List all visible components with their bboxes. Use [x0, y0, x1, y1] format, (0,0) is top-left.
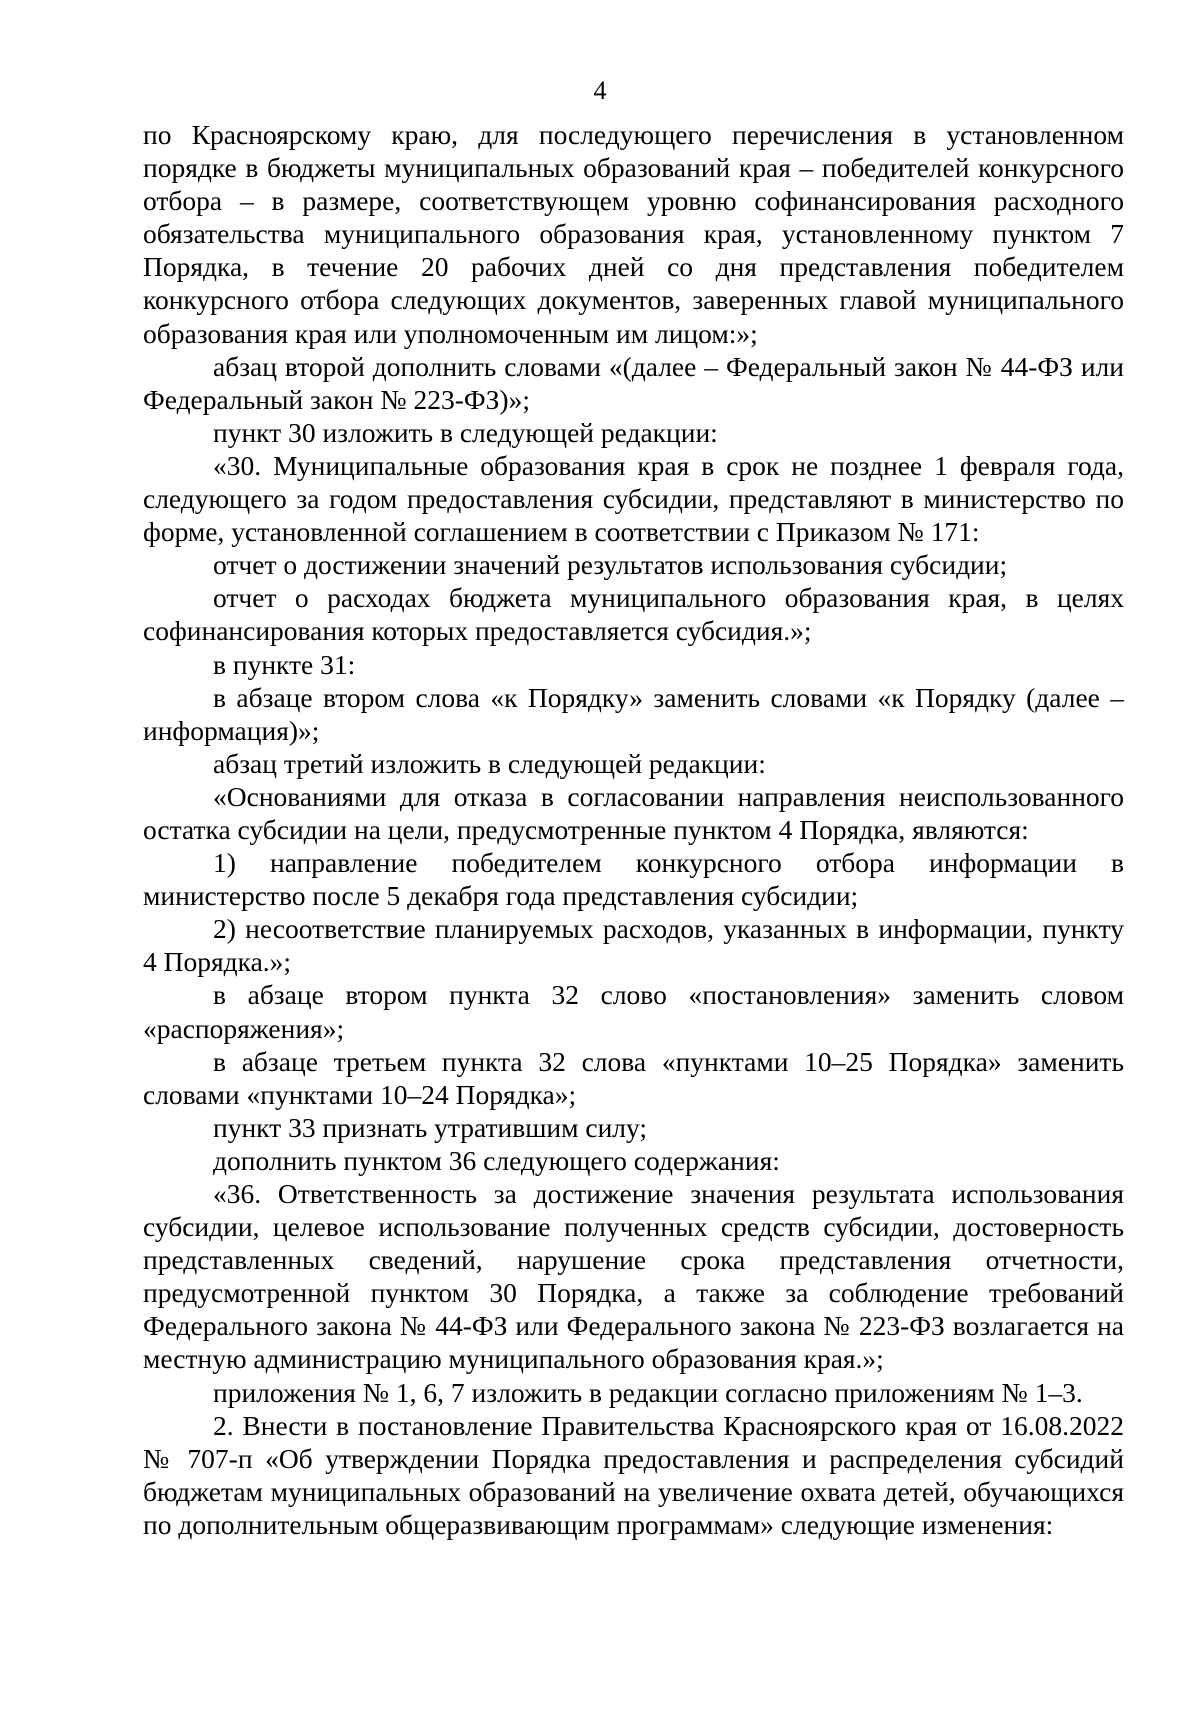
- paragraph: по Красноярскому краю, для последующего перечисления в установленном порядке в бюджеты муниципальных образований края – победителей конкурсного отбора – в размере, соответствующем уровню софинансирования расходного обязательства муниципального образования края, установленному пунктом 7 Порядка, в течение 20 рабочих дней со дня представления победителем конкурсного отбора следующих документов, заверенных главой муниципального образования края или уполномоченным им лицом:»;: [143, 119, 1124, 349]
- paragraph: 2) несоответствие планируемых расходов, указанных в информации, пункту 4 Порядка.»;: [143, 913, 1124, 978]
- paragraph: в абзаце втором слова «к Порядку» заменить словами «к Порядку (далее – информация)»;: [143, 681, 1124, 746]
- paragraph: абзац второй дополнить словами «(далее – Федеральный закон № 44-ФЗ или Федеральный закон № 223-ФЗ)»;: [143, 350, 1124, 415]
- paragraph: дополнить пунктом 36 следующего содержания:: [213, 1144, 780, 1176]
- paragraph: «Основаниями для отказа в согласовании направления неиспользованного остатка субсидии на цели, предусмотренные пунктом 4 Порядка, являются:: [143, 780, 1124, 845]
- paragraph: отчет о расходах бюджета муниципального образования края, в целях софинансирования которых предоставляется субсидия.»;: [143, 582, 1124, 647]
- page-number: 4: [593, 76, 607, 105]
- paragraph: приложения № 1, 6, 7 изложить в редакции согласно приложениям № 1–3.: [213, 1376, 1083, 1408]
- paragraph: пункт 30 изложить в следующей редакции:: [213, 416, 718, 448]
- paragraph: в абзаце втором пункта 32 слово «постановления» заменить словом «распоряжения»;: [143, 979, 1124, 1044]
- paragraph: абзац третий изложить в следующей редакции:: [213, 747, 766, 779]
- paragraph: 1) направление победителем конкурсного отбора информации в министерство после 5 декабря года представления субсидии;: [143, 847, 1124, 912]
- paragraph: отчет о достижении значений результатов использования субсидии;: [213, 549, 1008, 581]
- document-body: [143, 118, 1124, 1541]
- paragraph: 2. Внести в постановление Правительства Красноярского края от 16.08.2022 № 707-п «Об утверждении Порядка предоставления и распределения субсидий бюджетам муниципальных образований на увеличение охвата детей, обучающихся по дополнительным общеразвивающим программам» следующие изменения:: [143, 1409, 1124, 1540]
- paragraph: пункт 33 признать утратившим силу;: [213, 1111, 648, 1143]
- paragraph: в пункте 31:: [213, 648, 356, 680]
- paragraph: «36. Ответственность за достижение значения результата использования субсидии, целевое использование полученных средств субсидии, достоверность представленных сведений, нарушение срока представления отчетности, предусмотренной пунктом 30 Порядка, а также за соблюдение требований Федерального закона № 44-ФЗ или Федерального закона № 223-ФЗ возлагается на местную администрацию муниципального образования края.»;: [143, 1178, 1124, 1375]
- paragraph: «30. Муниципальные образования края в срок не позднее 1 февраля года, следующего за годом предоставления субсидии, представляют в министерство по форме, установленной соглашением в соответствии с Приказом № 171:: [143, 449, 1124, 548]
- paragraph: в абзаце третьем пункта 32 слова «пунктами 10–25 Порядка» заменить словами «пунктами 10–24 Порядка»;: [143, 1045, 1124, 1110]
